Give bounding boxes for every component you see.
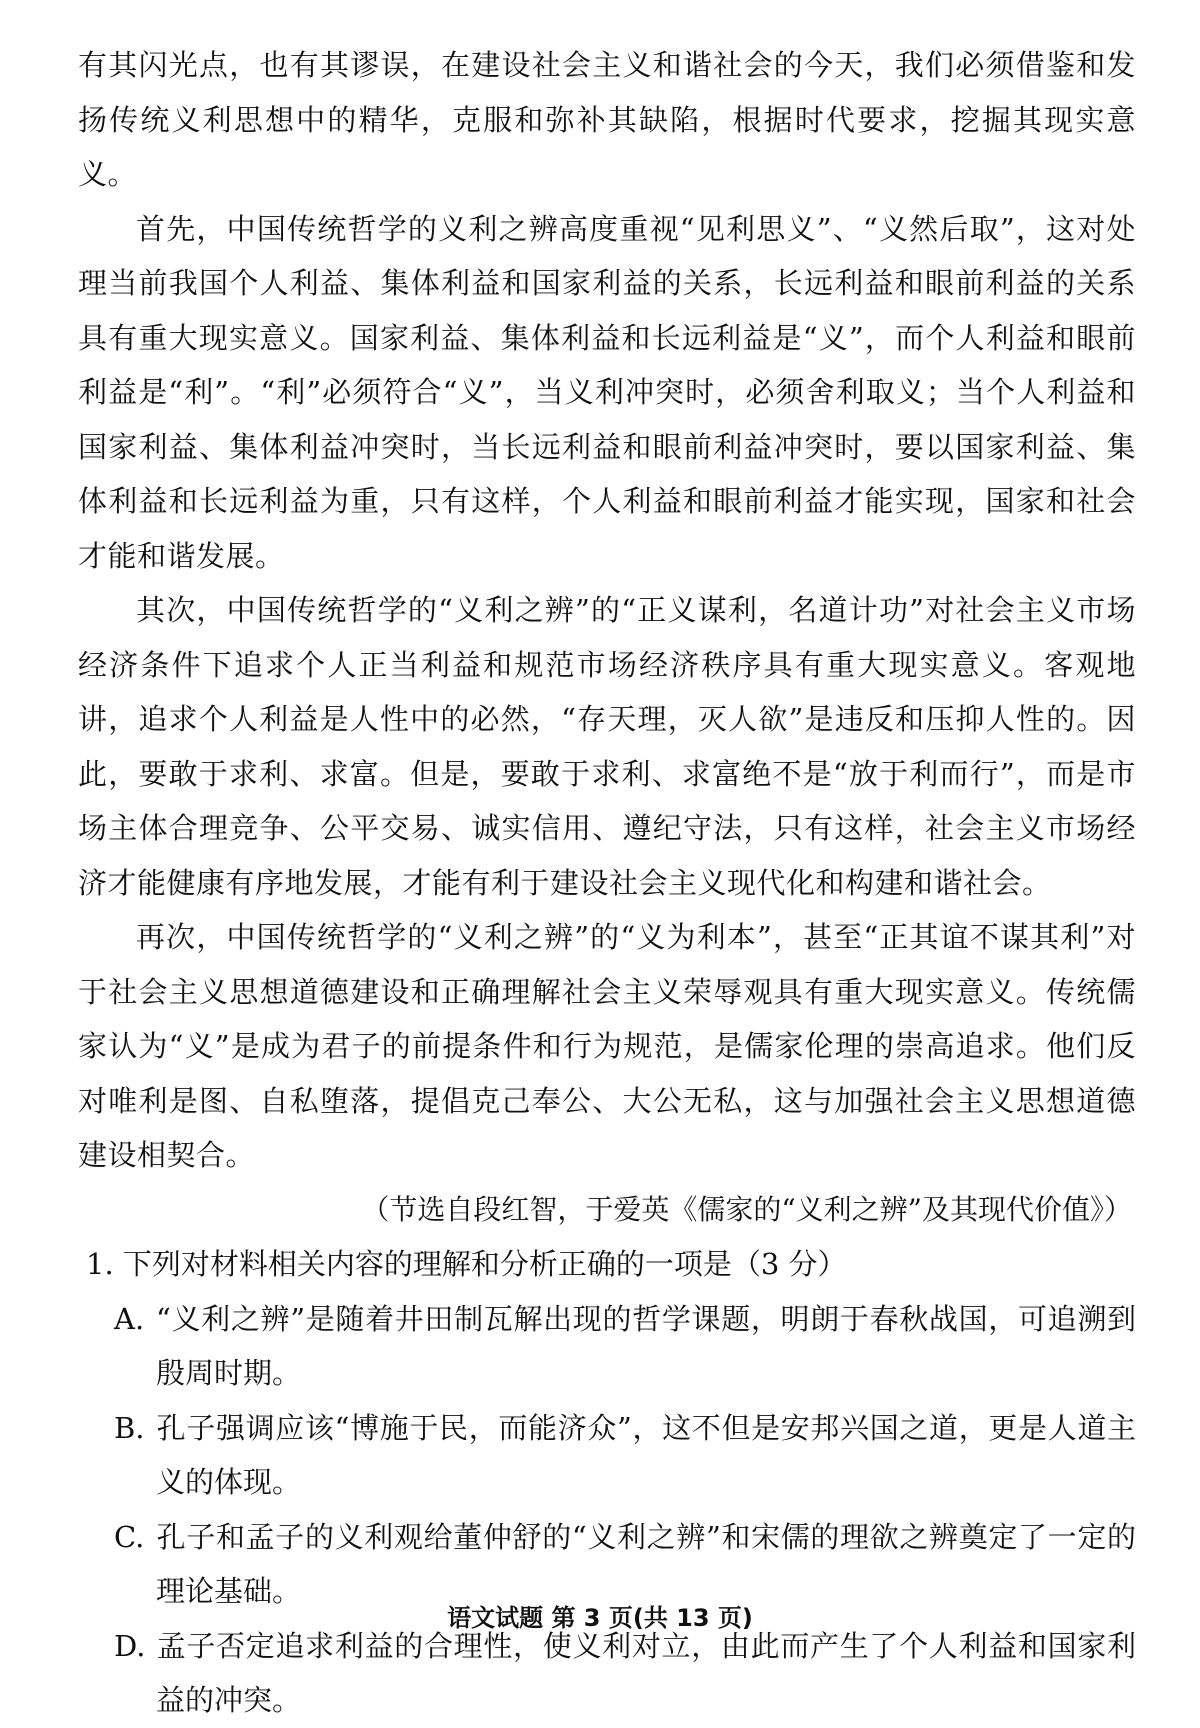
option-text: 孟子否定追求利益的合理性，使义利对立，由此而产生了个人利益和国家利益的冲突。 xyxy=(156,1628,1136,1717)
exam-page xyxy=(78,38,1136,1728)
paragraph-third: 再次，中国传统哲学的“义利之辨”的“义为利本”，甚至“正其谊不谋其利”对于社会主义思想道德建设和正确理解社会主义荣辱观具有重大现实意义。传统儒家认为“义”是成为君子的前提条件和行为规范，是儒家伦理的崇高追求。他们反对唯利是图、自私堕落，提倡克己奉公、大公无私，这与加强社会主义思想道德建设相契合。 xyxy=(78,920,1136,1172)
question-1 xyxy=(78,1237,1136,1728)
option-d xyxy=(78,1619,1136,1728)
option-b xyxy=(78,1401,1136,1510)
paragraph-first: 首先，中国传统哲学的义利之辨高度重视“见利思义”、“义然后取”，这对处理当前我国个人利益、集体利益和国家利益的关系，长远利益和眼前利益的关系具有重大现实意义。国家利益、集体利益和长远利益是“义”，而个人利益和眼前利益是“利”。“利”必须符合“义”，当义利冲突时，必须舍利取义；当个人利益和国家利益、集体利益冲突时，当长远利益和眼前利益冲突时，要以国家利益、集体利益和长远利益为重，只有这样，个人利益和眼前利益才能实现，国家和社会才能和谐发展。 xyxy=(78,211,1136,573)
option-a xyxy=(78,1292,1136,1401)
option-label: D. xyxy=(114,1628,146,1663)
option-label: A. xyxy=(114,1301,145,1336)
page-footer: 语文试题 第 3 页(共 13 页) xyxy=(447,1604,753,1632)
paragraph-continuation: 有其闪光点，也有其谬误，在建设社会主义和谐社会的今天，我们必须借鉴和发扬传统义利思想中的精华，克服和弥补其缺陷，根据时代要求，挖掘其现实意义。 xyxy=(78,48,1136,191)
option-text: 孔子强调应该“博施于民，而能济众”，这不但是安邦兴国之道，更是人道主义的体现。 xyxy=(156,1410,1136,1499)
option-label: B. xyxy=(114,1410,145,1445)
option-text: “义利之辨”是随着井田制瓦解出现的哲学课题，明朗于春秋战国，可追溯到殷周时期。 xyxy=(156,1301,1136,1390)
source-citation: （节选自段红智，于爱英《儒家的“义利之辨”及其现代价值》） xyxy=(361,1192,1132,1226)
option-label: C. xyxy=(114,1519,145,1554)
option-text: 孔子和孟子的义利观给董仲舒的“义利之辨”和宋儒的理欲之辨奠定了一定的理论基础。 xyxy=(156,1519,1136,1608)
paragraph-second: 其次，中国传统哲学的“义利之辨”的“正义谋利，名道计功”对社会主义市场经济条件下追求个人正当利益和规范市场经济秩序具有重大现实意义。客观地讲，追求个人利益是人性中的必然，“存天理，灭人欲”是违反和压抑人性的。因此，要敢于求利、求富。但是，要敢于求利、求富绝不是“放于利而行”，而是市场主体合理竞争、公平交易、诚实信用、遵纪守法，只有这样，社会主义市场经济才能健康有序地发展，才能有利于建设社会主义现代化和构建和谐社会。 xyxy=(78,593,1136,900)
question-stem: 1. 下列对材料相关内容的理解和分析正确的一项是（3 分） xyxy=(86,1247,847,1281)
